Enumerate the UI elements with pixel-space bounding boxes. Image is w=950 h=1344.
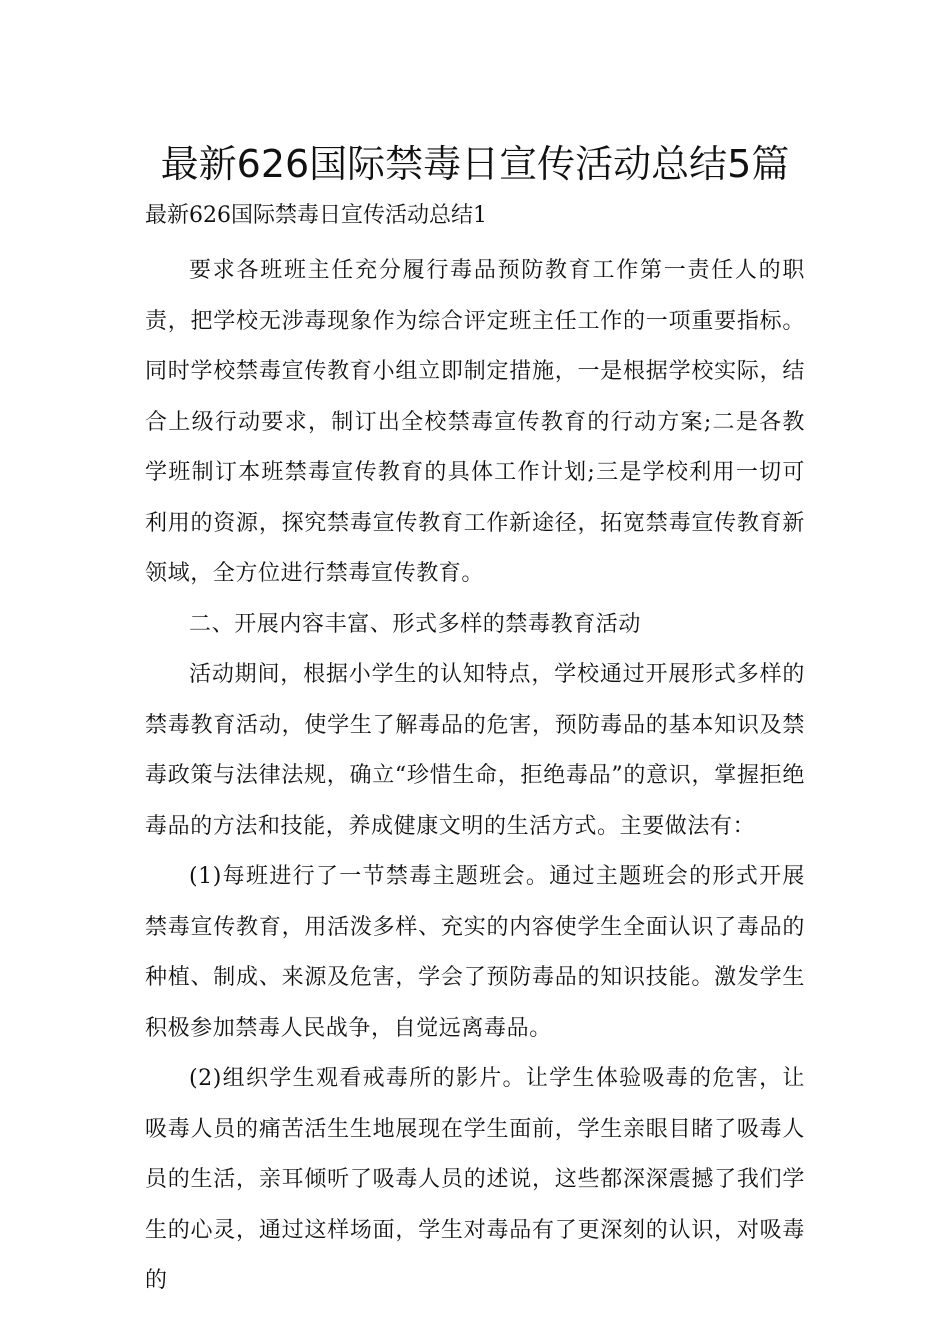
section-heading: 二、开展内容丰富、形式多样的禁毒教育活动 [189,611,642,637]
document-title: 最新626国际禁毒日宣传活动总结5篇 [160,142,790,186]
paragraph-4: (2)组织学生观看戒毒所的影片。让学生体验吸毒的危害，让吸毒人员的痛苦活生生地展现在学生面前，学生亲眼目睹了吸毒人员的生活，亲耳倾听了吸毒人员的述说，这些都深深震撼了我们学生的心灵，通过这样场面，学生对毒品有了更深刻的认识，对吸毒的 [145,1066,805,1293]
paragraph-2: 活动期间，根据小学生的认知特点，学校通过开展形式多样的禁毒教育活动，使学生了解毒品的危害，预防毒品的基本知识及禁毒政策与法律法规，确立“珍惜生命，拒绝毒品”的意识，掌握拒绝毒品的方法和技能，养成健康文明的生活方式。主要做法有： [145,662,805,839]
paragraph-3: (1)每班进行了一节禁毒主题班会。通过主题班会的形式开展禁毒宣传教育，用活泼多样、充实的内容使学生全面认识了毒品的种植、制成、来源及危害，学会了预防毒品的知识技能。激发学生积极参加禁毒人民战争，自觉远离毒品。 [145,864,805,1041]
document-subtitle: 最新626国际禁毒日宣传活动总结1 [145,203,487,228]
paragraph-1: 要求各班班主任充分履行毒品预防教育工作第一责任人的职责，把学校无涉毒现象作为综合评定班主任工作的一项重要指标。同时学校禁毒宣传教育小组立即制定措施，一是根据学校实际，结合上级行动要求，制订出全校禁毒宣传教育的行动方案;二是各教学班制订本班禁毒宣传教育的具体工作计划;三是学校利用一切可利用的资源，探究禁毒宣传教育工作新途径，拓宽禁毒宣传教育新领域，全方位进行禁毒宣传教育。 [145,258,805,586]
document-page [145,120,805,1307]
